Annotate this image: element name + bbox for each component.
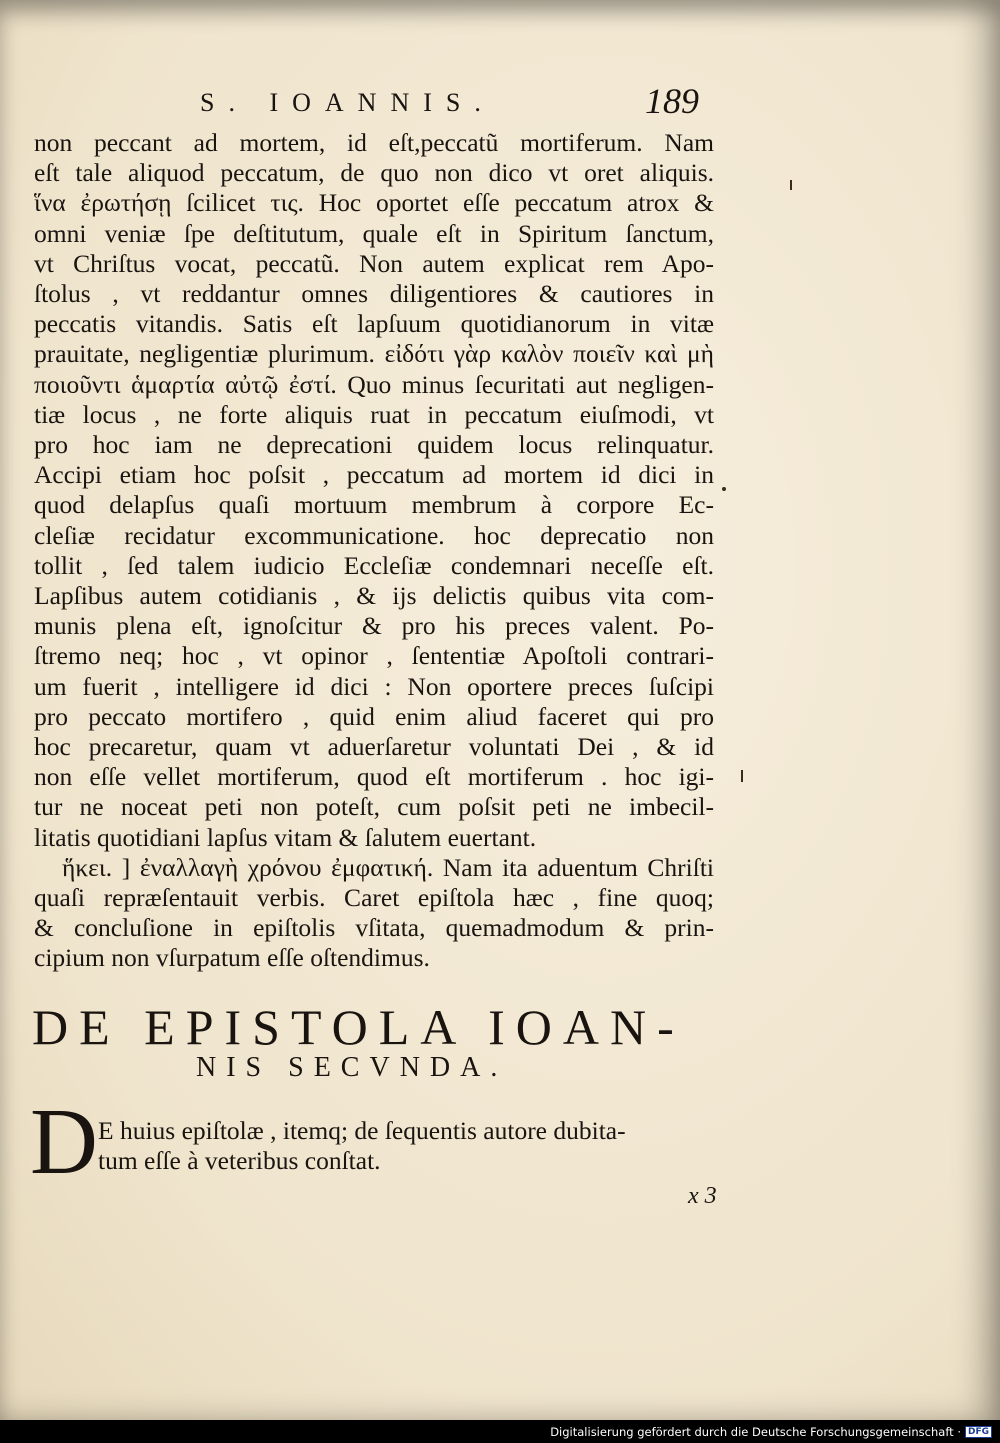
note-line: ἥκει. ] ἐναλλαγὴ χρόνου ἐμφατική. Nam ita aduentum Chriſti [62,852,714,882]
footer-text: Digitalisierung gefördert durch die Deutsche Forschungsgemeinschaft · [550,1425,961,1439]
text-line: quod delapſus quaſi mortuum membrum à corpore Ec- [34,490,714,520]
text-line: eſt tale aliquod peccatum, de quo non dico vt oret aliquis. [34,158,714,188]
text-line: tum eſſe à veteribus conſtat. [98,1146,381,1176]
digitization-footer [550,1425,992,1439]
text-line: pro hoc iam ne deprecationi quidem locus relinquatur. [34,430,714,460]
text-line: hoc precaretur, quam vt aduerſaretur voluntati Dei , & id [34,732,714,762]
text-line: ſtolus , vt reddantur omnes diligentiores & cautiores in [34,279,714,309]
dfg-logo-icon: DFG [965,1426,992,1438]
text-line: Lapſibus autem cotidianis , & ijs delictis quibus vita com- [34,581,714,611]
text-line: litatis quotidiani lapſus vitam & ſalutem euertant. [34,822,537,852]
catchword: x 3 [688,1183,717,1209]
note-line: quaſi repræſentauit verbis. Caret epiſtola hæc , fine quoq; [34,883,714,913]
text-line: ἵνα ἐρωτήσῃ ſcilicet τις. Hoc oportet eſſe peccatum atrox & [34,188,714,218]
text-line: omni veniæ ſpe deſtitutum, quale eſt in Spiritum ſanctum, [34,218,714,248]
text-line: ſtremo neq; hoc , vt opinor , ſententiæ Apoſtoli contrari- [34,641,714,671]
text-line: prauitate, negligentiæ plurimum. εἰδότι γὰρ καλὸν ποιεῖν καὶ μὴ [34,339,714,369]
text-line: Accipi etiam hoc poſsit , peccatum ad mortem id dici in [34,460,714,490]
drop-cap: D [30,1090,98,1194]
text-line: tiæ locus , ne forte aliquis ruat in peccatum eiuſmodi, vt [34,399,714,429]
text-line: um fuerit , intelligere id dici : Non oportere preces ſuſcipi [34,671,714,701]
running-head: S. IOANNIS. [200,88,495,117]
text-line: tollit , ſed talem iudicio Eccleſiæ condemnari neceſſe eſt. [34,550,714,580]
main-text [34,128,714,974]
text-line: tur ne noceat peti non poteſt, cum poſsit peti ne imbecil- [34,792,714,822]
ink-speck [722,487,726,491]
note-line: cipium non vſurpatum eſſe oſtendimus. [34,943,430,973]
text-line: ποιοῦντι ἁμαρτία αὐτῷ ἐστί. Quo minus ſecuritati aut negligen- [34,369,714,399]
page-number: 189 [645,81,699,121]
ink-speck [790,180,792,190]
section-title: DE EPISTOLA IOAN- [32,999,685,1055]
ink-speck [741,770,743,782]
text-line: vt Chriſtus vocat, peccatũ. Non autem explicat rem Apo- [34,248,714,278]
text-line: cleſiæ recidatur excommunicatione. hoc deprecatio non [34,520,714,550]
text-line: peccatis vitandis. Satis eſt lapſuum quotidianorum in vitæ [34,309,714,339]
note-line: & concluſione in epiſtolis vſitata, quemadmodum & prin- [34,913,714,943]
text-line: munis plena eſt, ignoſcitur & pro his preces valent. Po- [34,611,714,641]
text-line: non peccant ad mortem, id eſt,peccatũ mortiferum. Nam [34,128,714,157]
text-line: E huius epiſtolæ , itemq; de ſequentis autore dubita- [98,1116,626,1145]
intro-paragraph [98,1116,718,1176]
text-line: non eſſe vellet mortiferum, quod eſt mortiferum . hoc igi- [34,762,714,792]
text-line: pro peccato mortifero , quid enim aliud faceret qui pro [34,701,714,731]
section-subtitle: NIS SECVNDA. [196,1052,508,1083]
